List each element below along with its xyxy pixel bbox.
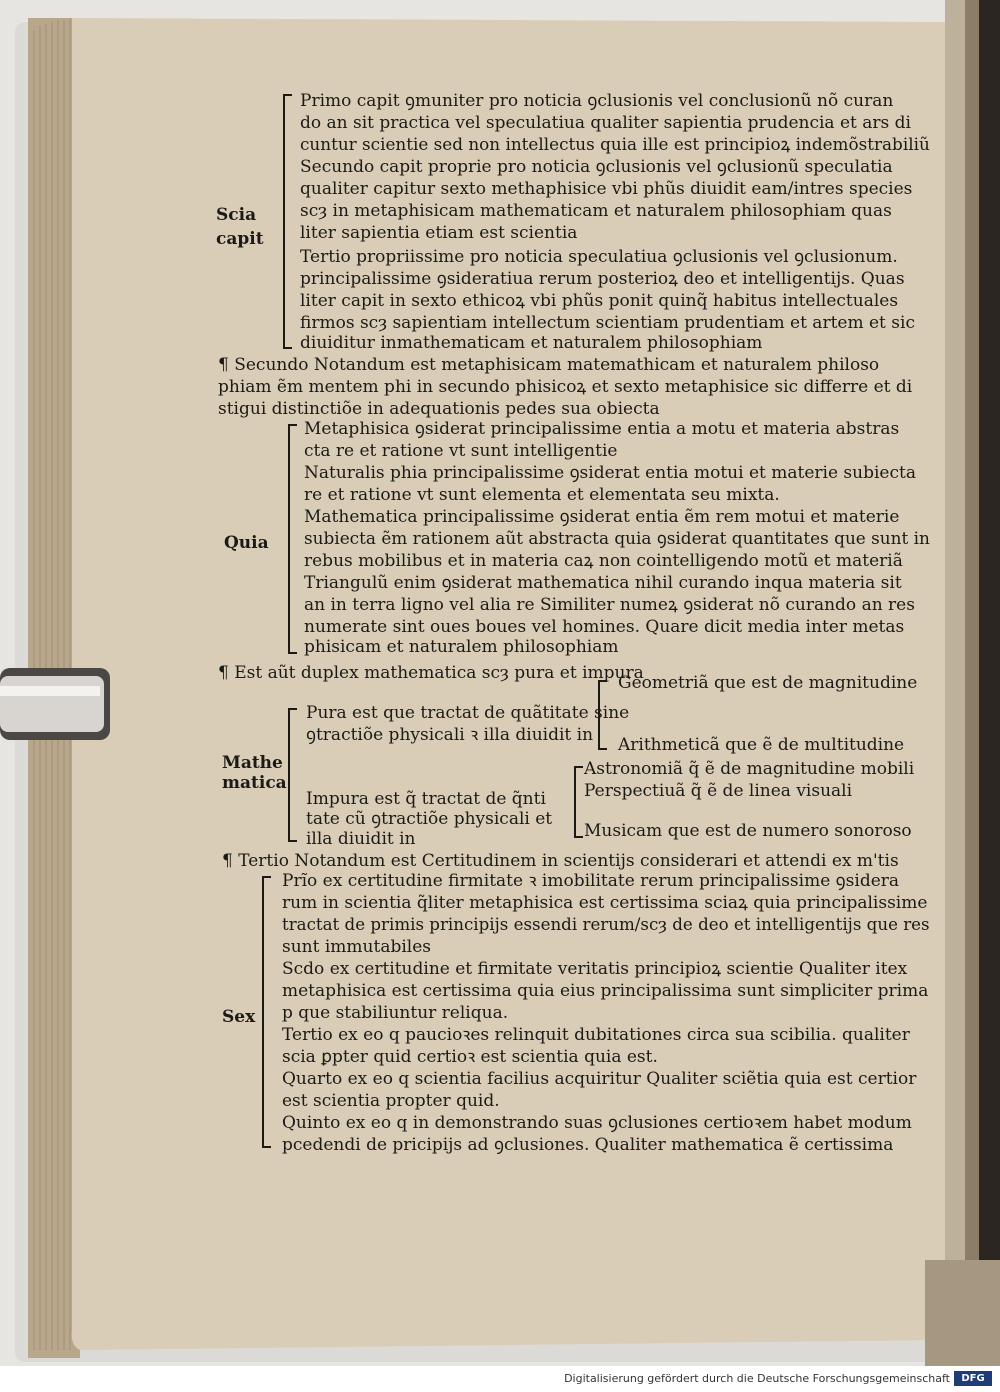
brace-sex [262,876,264,1148]
text-line: ¶ Est aũt duplex mathematica scȝ pura et impura [218,663,644,683]
text-line: est scientia propter quid. [282,1091,500,1111]
text-line: Geometriã que est de magnitudine [618,673,918,693]
margin-note-scia: Scia [216,205,257,225]
text-line: Quarto ex eo q scientia facilius acquiritur Qualiter sciẽtia quia est certior [282,1069,917,1089]
footer-bar [0,1366,1000,1392]
text-line: principalissime ꝯsideratiua rerum posterioꝝ deo et intelligentijs. Quas [300,269,905,289]
text-line: Triangulũ enim ꝯsiderat mathematica nihil curando inqua materia sit [304,573,902,593]
text-line: qualiter capitur sexto methaphisice vbi phũs diuidit eam/intres species [300,179,913,199]
text-line: Metaphisica ꝯsiderat principalissime entia a motu et materia abstras [304,419,900,439]
brace-mathematica [288,708,290,842]
text-line: tractat de primis principijs essendi rerum/scȝ de deo et intelligentijs que res [282,915,930,935]
text-line: ¶ Tertio Notandum est Certitudinem in scientijs considerari et attendi ex m'tis [222,851,899,871]
brace-scia [283,94,285,349]
text-line: Tertio propriissime pro noticia speculatiua ꝯclusionis vel ꝯclusionum. [300,247,898,267]
text-line: do an sit practica vel speculatiua qualiter sapientia prudencia et ars di [300,113,911,133]
text-line: Secundo capit proprie pro noticia ꝯclusionis vel ꝯclusionũ speculatia [300,157,893,177]
brace-impura [574,766,576,838]
text-line: Quinto ex eo q in demonstrando suas ꝯclusiones certioꝛem habet modum [282,1113,912,1133]
text-line: Arithmeticã que ẽ de multitudine [618,735,905,755]
margin-note-capit: capit [216,229,264,249]
text-line: diuiditur inmathematicam et naturalem philosophiam [300,333,763,353]
text-line: sunt immutabiles [282,937,431,957]
text-line: stigui distinctiõe in adequationis pedes sua obiecta [218,399,660,419]
text-line: Musicam que est de numero sonoroso [584,821,912,841]
margin-note-matica: matica [222,773,287,793]
text-line: numerate sint oues boues vel homines. Quare dicit media inter metas [304,617,905,637]
text-line: rebus mobilibus et in materia caꝝ non cointelligendo motũ et materiã [304,551,903,571]
text-line: Prĩo ex certitudine firmitate ꝛ imobilitate rerum principalissime ꝯsidera [282,871,900,891]
text-line: Astronomiã q̃ ẽ de magnitudine mobili [584,759,915,779]
text-line: subiecta ẽm rationem aũt abstracta quia ꝯsiderat quantitates que sunt in [304,529,930,549]
text-line: ꝯtractiõe physicali ꝛ illa diuidit in [306,725,594,745]
text-line: scia ꝑpter quid certioꝛ est scientia quia est. [282,1047,658,1067]
text-line: rum in scientia q̃liter metaphisica est certissima sciaꝝ quia principalissime [282,893,928,913]
text-line: re et ratione vt sunt elementa et elementata seu mixta. [304,485,780,505]
text-line: Naturalis phia principalissime ꝯsiderat entia motui et materie subiecta [304,463,916,483]
text-line: cuntur scientie sed non intellectus quia ille est principioꝝ indemõstrabiliũ [300,135,930,155]
text-line: scȝ in metaphisicam mathematicam et naturalem philosophiam quas [300,201,892,221]
dfg-logo: DFG [954,1371,992,1386]
text-line: Perspectiuã q̃ ẽ de linea visuali [584,781,853,801]
text-line: Primo capit ꝯmuniter pro noticia ꝯclusionis vel conclusionũ nõ curan [300,91,894,111]
text-line: Mathematica principalissime ꝯsiderat entia ẽm rem motui et materie [304,507,900,527]
text-line: phisicam et naturalem philosophiam [304,637,619,657]
text-line: Impura est q̃ tractat de q̃nti [306,789,546,809]
brace-quia [288,424,290,654]
text-line: illa diuidit in [306,829,416,849]
text-line: Tertio ex eo q paucioꝛes relinquit dubitationes circa sua scibilia. qualiter [282,1025,910,1045]
text-line: firmos scȝ sapientiam intellectum scientiam prudentiam et artem et sic [300,313,915,333]
footer-credit: Digitalisierung gefördert durch die Deutsche Forschungsgemeinschaft [564,1372,950,1385]
text-line: ¶ Secundo Notandum est metaphisicam matemathicam et naturalem philoso [218,355,880,375]
margin-note-mathe: Mathe [222,753,283,773]
text-line: liter capit in sexto ethicoꝝ vbi phũs ponit quinq̃ habitus intellectuales [300,291,899,311]
margin-note-sex: Sex [222,1007,256,1027]
text-line: Scdo ex certitudine et firmitate veritatis principioꝝ scientie Qualiter itex [282,959,908,979]
text-line: cta re et ratione vt sunt intelligentie [304,441,618,461]
text-line: an in terra ligno vel alia re Similiter numeꝝ ꝯsiderat nõ curando an res [304,595,915,615]
margin-note-quia: Quia [224,533,269,553]
text-line: phiam ẽm mentem phi in secundo phisicoꝝ et sexto metaphisice sic differre et di [218,377,913,397]
text-line: liter sapientia etiam est scientia [300,223,578,243]
text-line: Pura est que tractat de quãtitate sine [306,703,630,723]
text-line: metaphisica est certissima quia eius principalissima sunt simpliciter prima [282,981,929,1001]
text-line: tate cũ ꝯtractiõe physicali et [306,809,553,829]
text-line: p que stabiliuntur reliqua. [282,1003,509,1023]
text-line: pcedendi de pricipijs ad ꝯclusiones. Qualiter mathematica ẽ certissima [282,1135,894,1155]
